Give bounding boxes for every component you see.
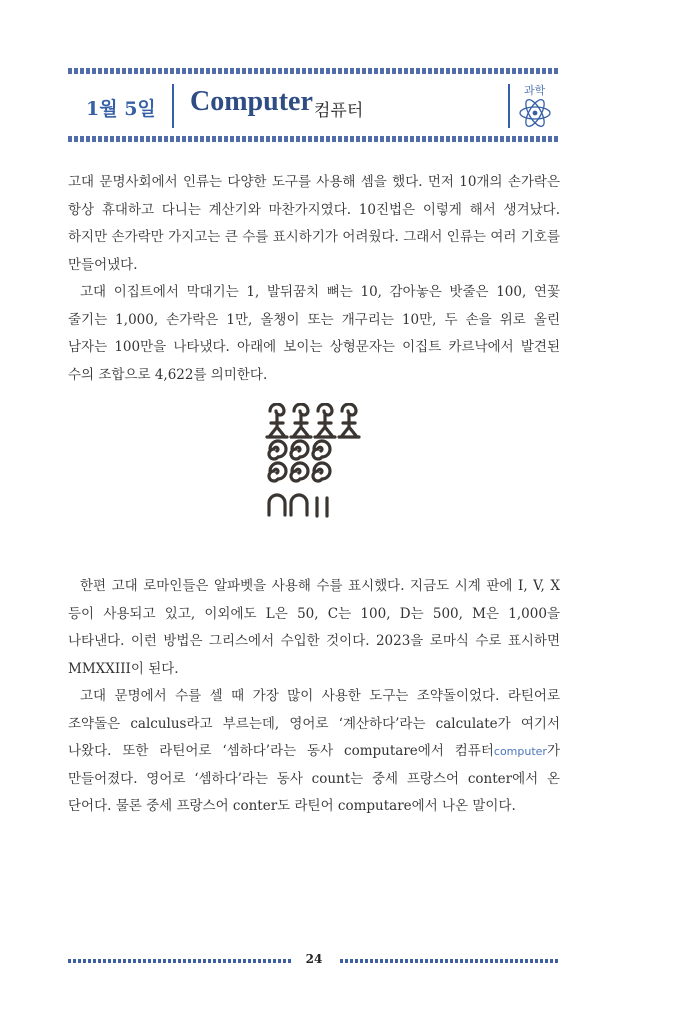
paragraph-3: 한편 고대 로마인들은 알파벳을 사용해 수를 표시했다. 지금도 시계 판에 I, V, X 등이 사용되고 있고, 이외에도 L은 50, C는 100, D는 500, M은 1,000을 나타낸다. 이런 방법은 그리스에서 수입한 것이다. 2023을 로마식 수로 표시하면 MMXXIII이 된다.: [68, 578, 560, 677]
lotus-flower-glyph: [315, 404, 335, 437]
top-border-pattern: [68, 68, 560, 74]
paragraph-4-text-after: 가 만들어졌다. 영어로 ‘셈하다’라는 동사 count는 중세 프랑스어 conter에서 온 단어다. 물론 중세 프랑스어 conter도 라틴어 computare에서 나온 말이다.: [68, 743, 560, 814]
page-title-english: Computer: [190, 86, 313, 117]
coiled-rope-glyph: [313, 463, 330, 481]
header-divider-right: [508, 84, 510, 128]
page-title-korean: 컴퓨터: [314, 101, 364, 121]
paragraph-1: 고대 문명사회에서 인류는 다양한 도구를 사용해 셈을 했다. 먼저 10개의 손가락은 항상 휴대하고 다니는 계산기와 마찬가지였다. 10진법은 이렇게 해서 생겨났다. 하지만 손가락만 가지고는 큰 수를 표시하기가 어려웠다. 그래서 인류는 여러 기호를 만들어냈다.: [68, 174, 560, 273]
paragraph-4: [68, 683, 560, 821]
heel-bone-glyph: [269, 495, 285, 515]
coiled-rope-glyph: [291, 463, 308, 481]
subject-label: 과학: [524, 84, 546, 97]
coiled-rope-glyph: [313, 441, 330, 459]
lotus-flower-glyph: [267, 404, 287, 437]
egyptian-hieroglyph-numerals-icon: [259, 403, 369, 553]
coiled-rope-glyph: [269, 441, 286, 459]
footer-line-right: [340, 959, 560, 963]
paragraph-4-text-before: 고대 문명에서 수를 셀 때 가장 많이 사용한 도구는 조약돌이었다. 라틴어로 조약돌은 calculus라고 부르는데, 영어로 ‘계산하다’라는 calculate가 여기서 나왔다. 또한 라틴어로 ‘셈하다’라는 동사 computare에서 컴퓨터: [68, 688, 560, 759]
article-body: [68, 169, 560, 821]
page-number: 24: [305, 952, 323, 966]
lotus-flower-glyph: [339, 404, 359, 437]
lotus-flower-glyph: [291, 404, 311, 437]
coiled-rope-glyph: [269, 463, 286, 481]
atom-icon: [518, 96, 552, 130]
coiled-rope-glyph: [291, 441, 308, 459]
header-divider-left: [172, 84, 174, 128]
page-footer: [68, 950, 560, 970]
paragraph-2: 고대 이집트에서 막대기는 1, 발뒤꿈치 뼈는 10, 감아놓은 밧줄은 100, 연꽃 줄기는 1,000, 손가락은 1만, 올챙이 또는 개구리는 10만, 두 손을 위로 올린 남자는 100만을 나타냈다. 아래에 보이는 상형문자는 이집트 카르낙에서 발견된 수의 조합으로 4,622를 의미한다.: [68, 284, 560, 383]
heel-bone-glyph: [291, 495, 307, 515]
date-label: 1월 5일: [86, 98, 156, 120]
page-header: [68, 76, 560, 136]
term-computer: computer: [493, 745, 547, 758]
header-bottom-border-pattern: [68, 136, 560, 142]
